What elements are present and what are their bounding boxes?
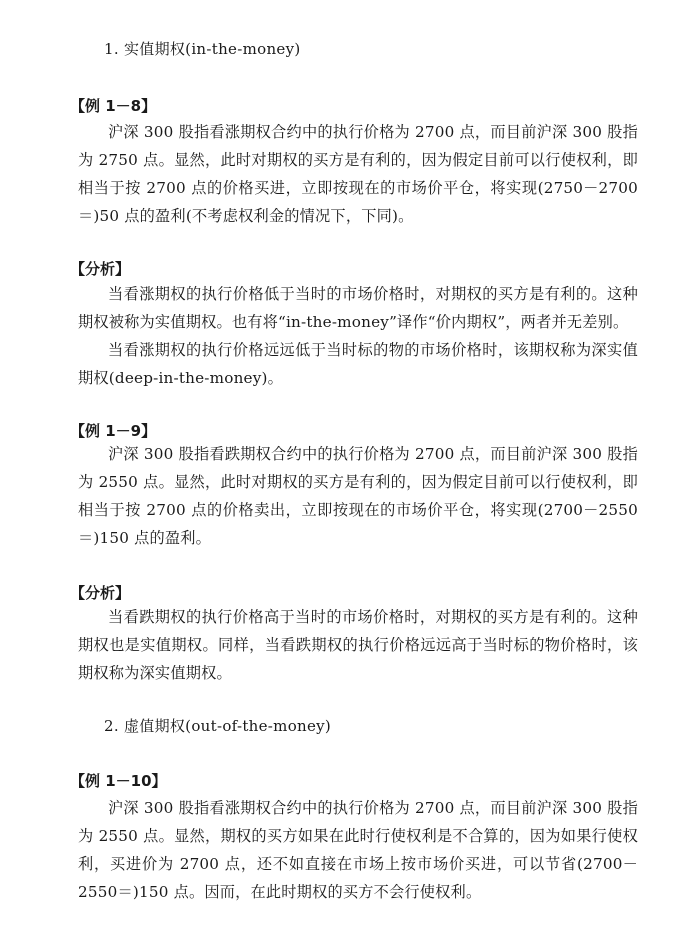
example-text-1-9 xyxy=(78,440,638,552)
example-label-1-9: 【例 1－9】 xyxy=(70,422,157,440)
paragraph: 沪深 300 股指看涨期权合约中的执行价格为 2700 点，而目前沪深 300 股指为 2750 点。显然，此时对期权的买方是有利的，因为假定目前可以行使权利，即相当于按 2700 点的价格买进，立即按现在的市场价平仓，将实现(2750－2700＝)50 点的盈利(不考虑权利金的情况下，下同)。 xyxy=(78,123,638,225)
paragraph: 当看涨期权的执行价格远远低于当时标的物的市场价格时，该期权称为深实值期权(deep-in-the-money)。 xyxy=(78,341,638,387)
paragraph: 沪深 300 股指看跌期权合约中的执行价格为 2700 点，而目前沪深 300 股指为 2550 点。显然，此时对期权的买方是有利的，因为假定目前可以行使权利，即相当于按 2700 点的价格卖出，立即按现在的市场价平仓，将实现(2700－2550＝)150 点的盈利。 xyxy=(78,445,638,547)
paragraph: 当看跌期权的执行价格高于当时的市场价格时，对期权的买方是有利的。这种期权也是实值期权。同样，当看跌期权的执行价格远远高于当时标的物价格时，该期权称为深实值期权。 xyxy=(78,608,638,682)
section-heading-in-the-money: 1. 实值期权(in-the-money) xyxy=(104,40,301,58)
analysis-text-2 xyxy=(78,603,638,687)
paragraph: 当看涨期权的执行价格低于当时的市场价格时，对期权的买方是有利的。这种期权被称为实值期权。也有将“in-the-money”译作“价内期权”，两者并无差别。 xyxy=(78,285,638,331)
section-heading-out-of-the-money: 2. 虚值期权(out-of-the-money) xyxy=(104,717,332,735)
example-label-1-8: 【例 1－8】 xyxy=(70,97,157,115)
example-label-1-10: 【例 1－10】 xyxy=(70,772,167,790)
analysis-label-1: 【分析】 xyxy=(70,260,131,278)
paragraph: 沪深 300 股指看涨期权合约中的执行价格为 2700 点，而目前沪深 300 股指为 2550 点。显然，期权的买方如果在此时行使权利是不合算的，因为如果行使权利，买进价为 2700 点，还不如直接在市场上按市场价买进，可以节省(2700－2550＝)150 点。因而，在此时期权的买方不会行使权利。 xyxy=(78,799,638,901)
example-text-1-8 xyxy=(78,118,638,230)
analysis-text-1 xyxy=(78,280,638,392)
example-text-1-10 xyxy=(78,794,638,906)
analysis-label-2: 【分析】 xyxy=(70,584,131,602)
